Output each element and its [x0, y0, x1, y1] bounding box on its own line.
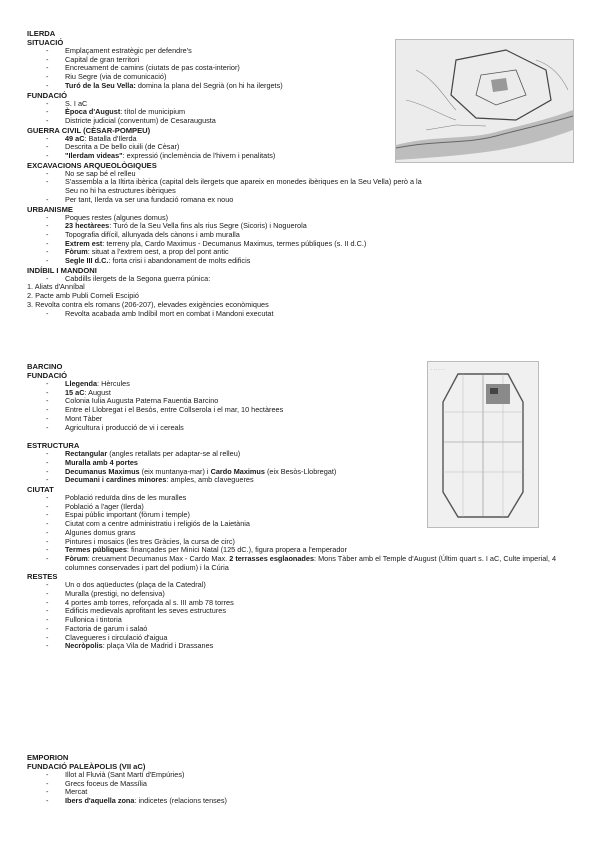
- list-item: - Rectangular (angles retallats per adaptar-se al relleu): [46, 449, 241, 459]
- list-item: - Riu Segre (via de comunicació): [46, 72, 167, 82]
- barcino-map-image: [427, 361, 539, 528]
- list-item: - Extrem est: terreny pla, Cardo Maximus - Decumanus Maximus, termes públiques (s. II d.C.): [46, 238, 367, 248]
- list-item: - Topografia difícil, allunyada dels cànons i amb muralla: [46, 229, 240, 239]
- list-item: - Necròpolis: plaça Vila de Madrid i Drassanes: [46, 641, 214, 651]
- list-item: - Decumanus Maximus (eix muntanya-mar) i Cardo Maximus (eix Besòs-Llobregat): [46, 466, 337, 476]
- numbered-item: 1. Aliats d'Anníbal: [27, 282, 85, 292]
- list-item: - Emplaçament estratègic per defendre's: [46, 46, 192, 55]
- list-item: - Ibers d'aquella zona: indicetes (relacions tenses): [46, 796, 227, 806]
- numbered-item: 3. Revolta contra els romans (206-207), elevades exigències econòmiques: [27, 299, 269, 309]
- list-item: - Segle III d.C.: forta crisi i abandonament de molts edificis: [46, 256, 251, 266]
- list-item: - Poques restes (algunes domus): [46, 212, 169, 222]
- ilerda-title: ILERDA: [27, 29, 56, 38]
- list-item: - Grecs foceus de Massília: [46, 778, 147, 788]
- list-item: - Agricultura i producció de vi i cereals: [46, 422, 184, 432]
- list-item: - Població a l'ager (Ilerda): [46, 501, 144, 511]
- barcino-map-drawing: [428, 362, 538, 527]
- list-item: - Llegenda: Hèrcules: [46, 379, 130, 388]
- ilerda-urbanisme-list: [27, 214, 447, 266]
- indibil-numbered-list: [27, 283, 447, 309]
- list-item: - Població reduïda dins de les muralles: [46, 493, 187, 503]
- list-item: - Un o dos aqüeductes (plaça de la Catedral): [46, 580, 206, 590]
- list-item: - Illot al Fluvià (Sant Martí d'Empúries): [46, 770, 185, 779]
- ilerda-map-drawing: [396, 40, 573, 162]
- list-item: - Edificis medievals aprofitant les seves estructures: [46, 606, 227, 616]
- list-item: - 49 aC: Batalla d'Ilerda: [46, 133, 137, 143]
- ilerda-fundacio-list: [27, 100, 447, 126]
- svg-text:· · · · · ·: · · · · · ·: [431, 367, 445, 372]
- barcino-fundacio-list: [27, 380, 447, 432]
- list-item: - Clavegueres i circulació d'aigua: [46, 632, 168, 642]
- list-item: - No se sap bé el relleu: [46, 168, 136, 178]
- barcino-restes-list: [27, 581, 447, 651]
- list-item: - Espai públic important (fòrum i temple): [46, 510, 190, 520]
- list-item: - Fòrum: creuament Decumanus Max - Cardo Max. 2 terrasses esglaonades: Mons Tàber amb el Temple d'August (Últim quart s. I aC, Culte imperial, 4 columnes conservades i part del podium) i la Cúria: [46, 553, 557, 572]
- barcino-fundacio-heading: FUNDACIÓ: [27, 371, 68, 380]
- ilerda-excavacions-heading: EXCAVACIONS ARQUEOLÒGIQUES: [27, 160, 157, 170]
- indibil-intro: - Cabdills ilergets de la Segona guerra púnica:: [46, 273, 211, 283]
- ilerda-indibil-heading: INDÍBIL I MANDONI: [27, 265, 97, 275]
- list-item: - Encreuament de camins (ciutats de pas costa-interior): [46, 63, 240, 73]
- list-item: - Decumani i cardines minores: amples, amb clavegueres: [46, 475, 254, 485]
- ilerda-map-image: [395, 39, 574, 163]
- numbered-item: 2. Pacte amb Publi Corneli Escipió: [27, 291, 139, 301]
- list-item: - Districte judicial (conventum) de Cesaraugusta: [46, 115, 216, 125]
- emporion-title: EMPORION: [27, 753, 69, 762]
- ilerda-situacio-heading: SITUACIÓ: [27, 38, 64, 47]
- emporion-section: [27, 753, 447, 806]
- list-item: - S'assembla a la Iltirta ibèrica (capital dels ilergets que apareix en monedes ibèriques en la Seu Vella) però a la Seu no hi ha estructures ibèriques: [46, 177, 422, 196]
- barcino-restes-heading: RESTES: [27, 572, 58, 582]
- list-item: - Mercat: [46, 787, 88, 797]
- ilerda-urbanisme-heading: URBANISME: [27, 204, 73, 214]
- list-item: - Descrita a De bello ciuili (de Cèsar): [46, 142, 180, 152]
- list-item: - 23 hectàrees: Turó de la Seu Vella fins als rius Segre (Sicoris) i Noguerola: [46, 221, 307, 231]
- list-item: - Factoria de garum i salaó: [46, 623, 148, 633]
- list-item: - Per tant, Ilerda va ser una fundació romana ex nouo: [46, 194, 234, 204]
- list-item: - Muralla (prestigi, no defensiva): [46, 589, 165, 599]
- emporion-fundacio-heading: FUNDACIÓ PALEÀPOLIS (VII aC): [27, 762, 146, 771]
- list-item: - S. I aC: [46, 98, 88, 108]
- list-item: - Època d'August: títol de municipium: [46, 107, 186, 117]
- barcino-ciutat-heading: CIUTAT: [27, 485, 54, 495]
- list-item: - Capital de gran territori: [46, 54, 140, 64]
- list-item: - 15 aC: August: [46, 387, 111, 397]
- ilerda-guerra-heading: GUERRA CIVIL (CÈSAR-POMPEU): [27, 125, 151, 135]
- list-item: - Muralla amb 4 portes: [46, 457, 138, 467]
- indibil-outro: - Revolta acabada amb Indíbil mort en combat i Mandoni executat: [46, 308, 274, 318]
- barcino-estructura-list: [27, 450, 447, 485]
- barcino-section: [27, 362, 557, 651]
- ilerda-guerra-list: [27, 135, 447, 161]
- list-item: - Fòrum: situat a l'extrem oest, a prop del pont antic: [46, 247, 229, 257]
- barcino-estructura-heading: ESTRUCTURA: [27, 441, 80, 451]
- list-item: - Entre el Llobregat i el Besòs, entre Collserola i el mar, 10 hectàrees: [46, 405, 284, 415]
- list-item: - 4 portes amb torres, reforçada al s. III amb 78 torres: [46, 597, 234, 607]
- list-item: - Fullonica i tintoria: [46, 615, 122, 625]
- list-item: - Turó de la Seu Vella: domina la plana del Segrià (on hi ha ilergets): [46, 80, 283, 90]
- list-item: - Colonia Iulia Augusta Paterna Fauentia Barcino: [46, 396, 219, 406]
- barcino-title: BARCINO: [27, 362, 63, 371]
- ilerda-excavacions-list: [27, 170, 427, 205]
- list-item: - Pintures i mosaics (les tres Gràcies, la cursa de circ): [46, 536, 235, 546]
- list-item: - "Ilerdam videas": expressió (inclemència de l'hivern i penalitats): [46, 151, 276, 161]
- list-item: - Termes públiques: finançades per Minici Natal (125 dC.), figura propera a l'emperador: [46, 545, 347, 555]
- list-item: - Mont Tàber: [46, 413, 103, 423]
- emporion-fundacio-list: [27, 771, 447, 806]
- list-item: - Ciutat com a centre administratiu i religiós de la Laietània: [46, 519, 250, 529]
- ilerda-fundacio-heading: FUNDACIÓ: [27, 90, 68, 100]
- ilerda-situacio-list: [27, 47, 447, 91]
- list-item: - Algunes domus grans: [46, 527, 136, 537]
- ilerda-section: [27, 29, 447, 318]
